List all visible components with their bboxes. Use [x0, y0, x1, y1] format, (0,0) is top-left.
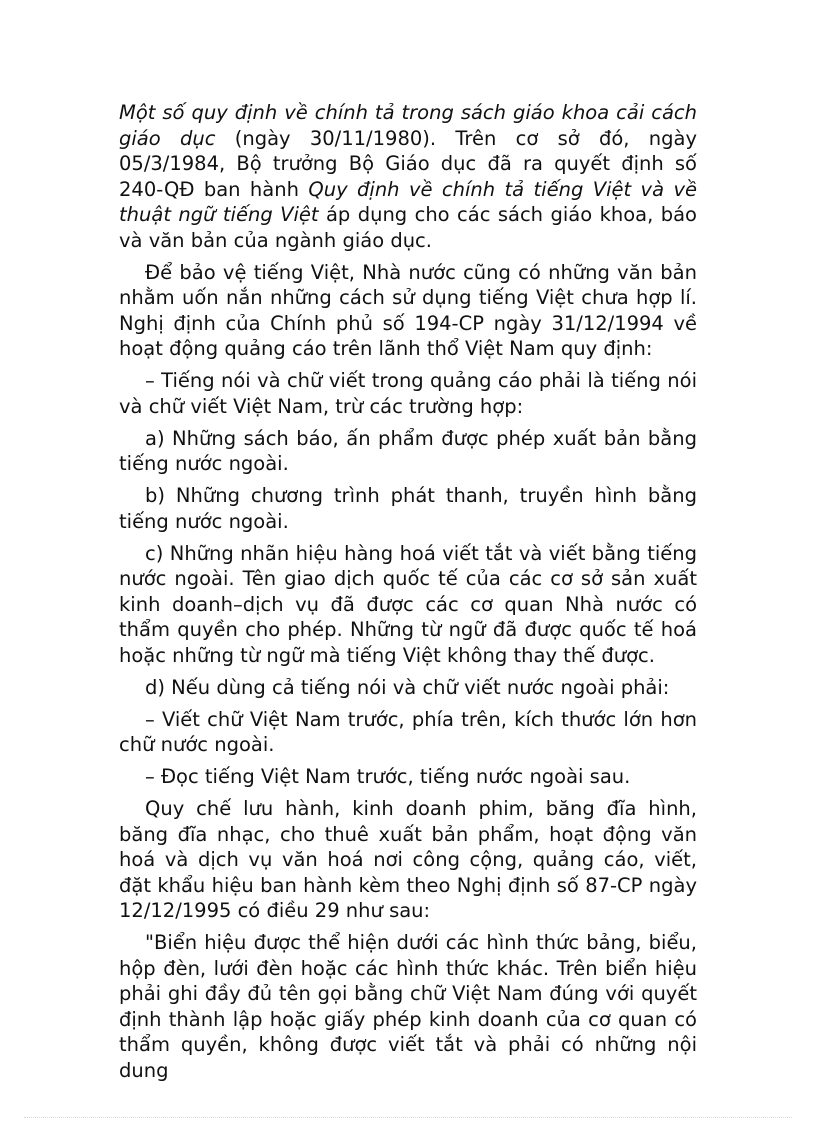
paragraph-text: Quy chế lưu hành, kinh doanh phim, băng đĩa hình, băng đĩa nhạc, cho thuê xuất bản phẩm, hoạt động văn hoá và dịch vụ văn hoá nơi công cộng, quảng cáo, viết, đặt khẩu hiệu ban hành kèm theo Nghị định số 87-CP ngày 12/12/1995 có điều 29 như sau: [119, 797, 697, 922]
paragraph-regulation [119, 796, 697, 924]
paragraph-text: – Tiếng nói và chữ viết trong quảng cáo phải là tiếng nói và chữ viết Việt Nam, trừ các trường hợp: [119, 369, 697, 418]
paragraph-text: b) Những chương trình phát thanh, truyền hình bằng tiếng nước ngoài. [119, 484, 697, 533]
paragraph-text: – Đọc tiếng Việt Nam trước, tiếng nước ngoài sau. [145, 765, 631, 788]
dash-item-2 [119, 764, 697, 790]
list-item-d [119, 675, 697, 701]
paragraph-text: Để bảo vệ tiếng Việt, Nhà nước cũng có những văn bản nhằm uốn nắn những cách sử dụng tiếng Việt chưa hợp lí. Nghị định của Chính phủ số 194-CP ngày 31/12/1994 về hoạt động quảng cáo trên lãnh thổ Việt Nam quy định: [119, 260, 697, 360]
list-item-b [119, 483, 697, 534]
list-item-a [119, 426, 697, 477]
document-title-italic-1: Một số quy định về chính tả trong sách giáo khoa cải cách giáo dục [119, 101, 697, 150]
paragraph-text: d) Nếu dùng cả tiếng nói và chữ viết nước ngoài phải: [145, 675, 670, 699]
document-title-italic-2: Quy định về chính tả tiếng Việt và về thuật ngữ tiếng Việt [119, 177, 697, 226]
document-page [119, 100, 697, 1090]
paragraph-text: c) Những nhãn hiệu hàng hoá viết tắt và viết bằng tiếng nước ngoài. Tên giao dịch quốc tế của các cơ sở sản xuất kinh doanh–dịch vụ đã được các cơ quan Nhà nước có thẩm quyền cho phép. Những từ ngữ đã được quốc tế hoá hoặc những từ ngữ mà tiếng Việt không thay thế được. [119, 541, 697, 667]
paragraph-quote [119, 930, 697, 1083]
paragraph-1 [119, 100, 697, 253]
paragraph-2 [119, 260, 697, 362]
paragraph-3 [119, 368, 697, 419]
paragraph-text: (ngày 30/11/1980). Trên cơ sở đó, ngày 05/3/1984, Bộ trưởng Bộ Giáo dục đã ra quyết định số 240-QĐ ban hành [119, 126, 697, 201]
dash-item-1 [119, 707, 697, 758]
page-bottom-rule [24, 1117, 792, 1118]
paragraph-text: "Biển hiệu được thể hiện dưới các hình thức bảng, biểu, hộp đèn, lưới đèn hoặc các hình thức khác. Trên biển hiệu phải ghi đầy đủ tên gọi bằng chữ Việt Nam đúng với quyết định thành lập hoặc giấy phép kinh doanh của cơ quan có thẩm quyền, không được viết tắt và phải có những nội dung [119, 931, 697, 1082]
paragraph-text: a) Những sách báo, ấn phẩm được phép xuất bản bằng tiếng nước ngoài. [119, 426, 697, 475]
paragraph-text: áp dụng cho các sách giáo khoa, báo và văn bản của ngành giáo dục. [119, 203, 697, 252]
list-item-c [119, 541, 697, 669]
paragraph-text: – Viết chữ Việt Nam trước, phía trên, kích thước lớn hơn chữ nước ngoài. [119, 707, 697, 756]
